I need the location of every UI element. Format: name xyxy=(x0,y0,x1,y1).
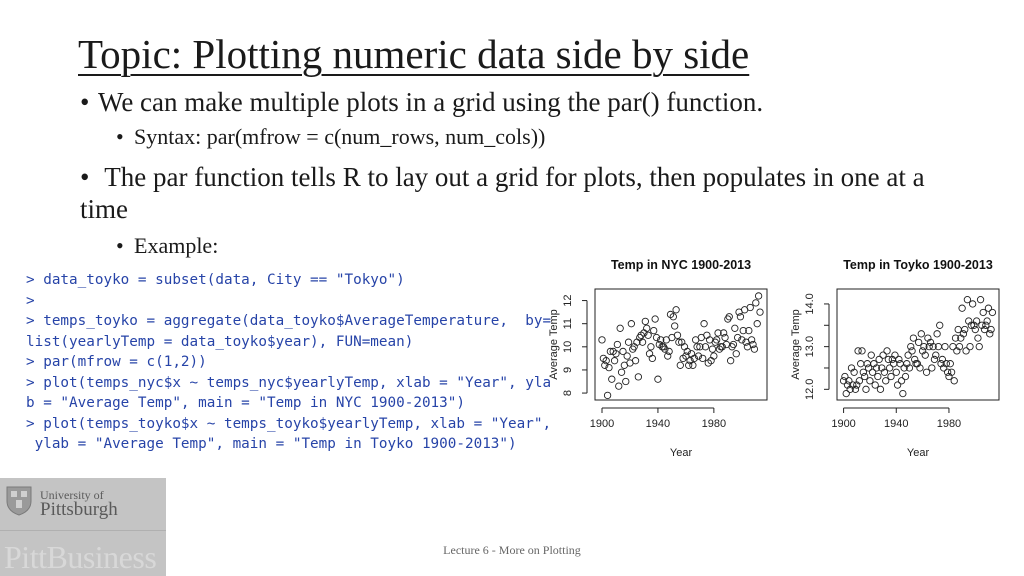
data-point xyxy=(616,383,622,389)
bullet-text: Example: xyxy=(134,233,219,258)
data-point xyxy=(655,376,661,382)
x-tick-label: 1940 xyxy=(884,418,909,430)
logo-pitt-business: PittBusiness xyxy=(4,539,157,575)
data-point xyxy=(623,378,629,384)
data-point xyxy=(985,305,991,311)
data-point xyxy=(988,326,994,332)
data-point xyxy=(863,386,869,392)
data-point xyxy=(635,374,641,380)
data-point xyxy=(929,365,935,371)
x-tick-label: 1980 xyxy=(936,418,962,430)
data-point xyxy=(733,351,739,357)
tokyo-temp-plot xyxy=(790,252,1018,464)
data-point xyxy=(942,343,948,349)
bullet-text: The par function tells R to lay out a grid for plots, then populates in one at a time xyxy=(80,162,925,224)
data-point xyxy=(934,331,940,337)
bullet-text: Syntax: par(mfrow = c(num_rows, num_cols)) xyxy=(134,124,546,149)
y-axis-label: Average Temp xyxy=(790,309,802,380)
logo-divider xyxy=(0,530,166,531)
sub-bullet-syntax xyxy=(116,124,545,150)
data-point xyxy=(624,353,630,359)
bullet-dot: • xyxy=(116,233,124,258)
data-point xyxy=(950,343,956,349)
logo-pittsburgh: Pittsburgh xyxy=(40,499,118,520)
data-point xyxy=(599,337,605,343)
code-line: list(yearlyTemp = data_toyko$year), FUN=mean) xyxy=(26,333,414,350)
data-point xyxy=(674,332,680,338)
data-point xyxy=(876,356,882,362)
data-point xyxy=(648,344,654,350)
data-point xyxy=(918,331,924,337)
data-point xyxy=(628,320,634,326)
nyc-temp-chart xyxy=(550,252,772,464)
data-point xyxy=(704,332,710,338)
data-point xyxy=(632,357,638,363)
data-point xyxy=(951,378,957,384)
data-point xyxy=(625,339,631,345)
data-point xyxy=(701,320,707,326)
data-point xyxy=(875,373,881,379)
data-point xyxy=(644,325,650,331)
code-line: b = "Average Temp", main = "Temp in NYC 1900-2013") xyxy=(26,395,465,411)
data-point xyxy=(967,343,973,349)
y-tick-label: 8 xyxy=(562,390,574,397)
y-tick-label: 12 xyxy=(562,294,574,307)
data-point xyxy=(962,326,968,332)
data-point xyxy=(969,301,975,307)
data-point xyxy=(877,386,883,392)
slide-title: Topic: Plotting numeric data side by side xyxy=(78,31,750,77)
y-tick-label: 12.0 xyxy=(804,378,816,401)
data-point xyxy=(884,348,890,354)
nyc-temp-plot xyxy=(550,252,772,464)
data-point xyxy=(864,361,870,367)
data-point xyxy=(673,307,679,313)
code-line: > plot(temps_nyc$x ~ temps_nyc$yearlyTemp, xlab = "Year", yla xyxy=(26,374,552,391)
data-point xyxy=(652,316,658,322)
code-line: ylab = "Average Temp", main = "Temp in Toyko 1900-2013") xyxy=(26,436,517,452)
x-tick-label: 1900 xyxy=(831,418,856,430)
data-point xyxy=(672,323,678,329)
data-point xyxy=(747,304,753,310)
data-point xyxy=(984,318,990,324)
x-tick-label: 1940 xyxy=(645,418,671,430)
data-point xyxy=(755,293,761,299)
data-point xyxy=(959,305,965,311)
data-point xyxy=(604,392,610,398)
y-axis-label: Average Temp xyxy=(548,309,560,380)
data-point xyxy=(886,365,892,371)
data-point xyxy=(609,376,615,382)
data-point xyxy=(631,344,637,350)
code-block xyxy=(26,270,551,455)
x-axis-label: Year xyxy=(669,447,693,459)
data-point xyxy=(905,352,911,358)
y-tick-label: 11 xyxy=(562,317,574,330)
data-point xyxy=(677,362,683,368)
code-line: > plot(temps_toyko$x ~ temps_toyko$yearlyTemp, xlab = "Year", xyxy=(26,415,552,432)
y-tick-label: 13.0 xyxy=(804,335,816,358)
chart-title: Temp in Toyko 1900-2013 xyxy=(843,258,993,272)
bullet-grid-layout xyxy=(80,161,950,225)
bullet-dot: • xyxy=(116,124,124,149)
data-point xyxy=(618,369,624,375)
data-point xyxy=(909,348,915,354)
data-point xyxy=(709,346,715,352)
chart-title: Temp in NYC 1900-2013 xyxy=(610,258,752,272)
data-point xyxy=(987,331,993,337)
data-point xyxy=(897,361,903,367)
data-point xyxy=(976,343,982,349)
university-crest-icon xyxy=(6,486,32,516)
bullet-par-function xyxy=(80,87,763,118)
data-point xyxy=(651,327,657,333)
y-tick-label: 10 xyxy=(562,340,574,353)
x-tick-label: 1900 xyxy=(589,418,615,430)
data-point xyxy=(690,362,696,368)
data-point xyxy=(898,378,904,384)
bullet-dot: • xyxy=(80,87,90,117)
data-point xyxy=(900,390,906,396)
logo-university-of: University of xyxy=(40,488,104,502)
data-point xyxy=(646,351,652,357)
data-point xyxy=(963,348,969,354)
data-point xyxy=(931,356,937,362)
data-point xyxy=(947,361,953,367)
tokyo-temp-chart xyxy=(790,252,1018,464)
data-point xyxy=(989,309,995,315)
data-point xyxy=(933,352,939,358)
y-tick-label: 14.0 xyxy=(804,293,816,315)
x-axis-label: Year xyxy=(906,447,930,459)
data-point xyxy=(858,361,864,367)
data-point xyxy=(972,326,978,332)
data-point xyxy=(614,341,620,347)
data-point xyxy=(893,369,899,375)
code-line: > temps_toyko = aggregate(data_toyko$AverageTemperature, by= xyxy=(26,313,552,329)
y-tick-label: 9 xyxy=(562,366,574,373)
data-point xyxy=(868,352,874,358)
data-point xyxy=(711,353,717,359)
data-point xyxy=(713,337,719,343)
data-point xyxy=(617,325,623,331)
code-line: > xyxy=(26,292,35,309)
code-line: > data_toyko = subset(data, City == "Tokyo") xyxy=(26,272,405,288)
bullet-text: We can make multiple plots in a grid using the par() function. xyxy=(98,87,764,117)
data-point xyxy=(902,373,908,379)
code-line: > par(mfrow = c(1,2)) xyxy=(26,354,207,370)
data-point xyxy=(681,344,687,350)
data-point xyxy=(727,357,733,363)
slide-footer: Lecture 6 - More on Plotting xyxy=(443,543,581,557)
pitt-logo xyxy=(0,478,166,576)
sub-bullet-example xyxy=(116,233,218,259)
data-point xyxy=(939,356,945,362)
data-point xyxy=(730,341,736,347)
data-point xyxy=(753,300,759,306)
data-point xyxy=(896,356,902,362)
bullet-dot: • xyxy=(80,162,90,192)
data-point xyxy=(859,348,865,354)
data-point xyxy=(977,296,983,302)
data-point xyxy=(842,373,848,379)
data-point xyxy=(894,382,900,388)
data-point xyxy=(754,320,760,326)
data-point xyxy=(757,309,763,315)
data-point xyxy=(937,322,943,328)
data-point xyxy=(975,335,981,341)
data-point xyxy=(642,318,648,324)
x-tick-label: 1980 xyxy=(701,418,727,430)
data-point xyxy=(908,343,914,349)
data-point xyxy=(843,390,849,396)
data-point xyxy=(732,325,738,331)
data-point xyxy=(726,314,732,320)
data-point xyxy=(611,357,617,363)
data-point xyxy=(649,355,655,361)
